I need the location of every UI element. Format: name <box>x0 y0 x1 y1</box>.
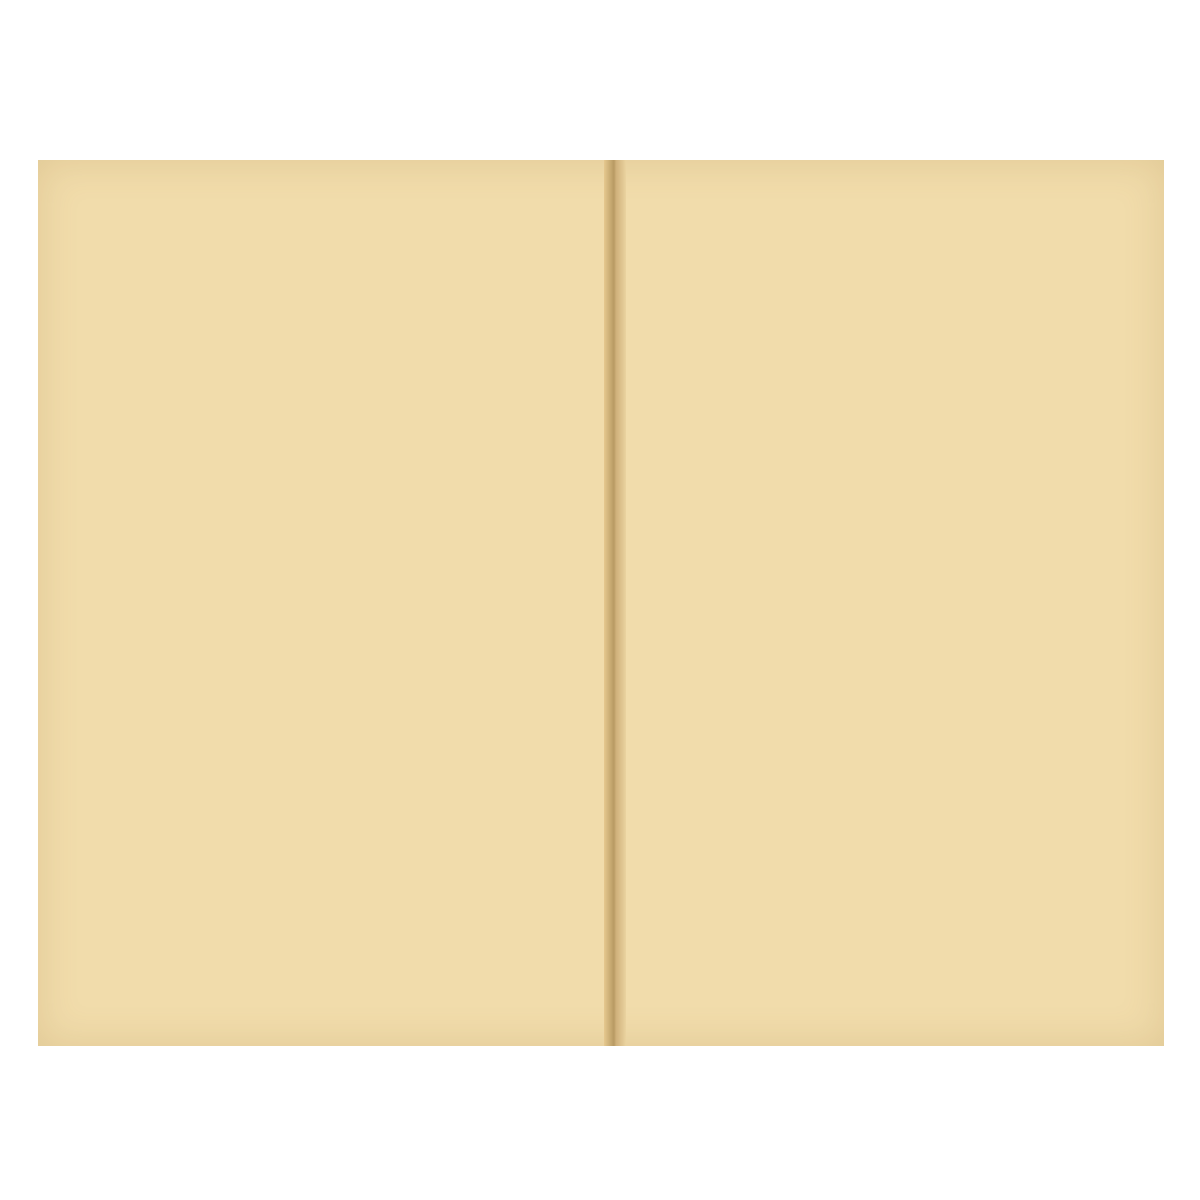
left-page <box>38 160 610 1046</box>
right-page <box>618 160 1164 1046</box>
book-spread <box>38 160 1164 1046</box>
